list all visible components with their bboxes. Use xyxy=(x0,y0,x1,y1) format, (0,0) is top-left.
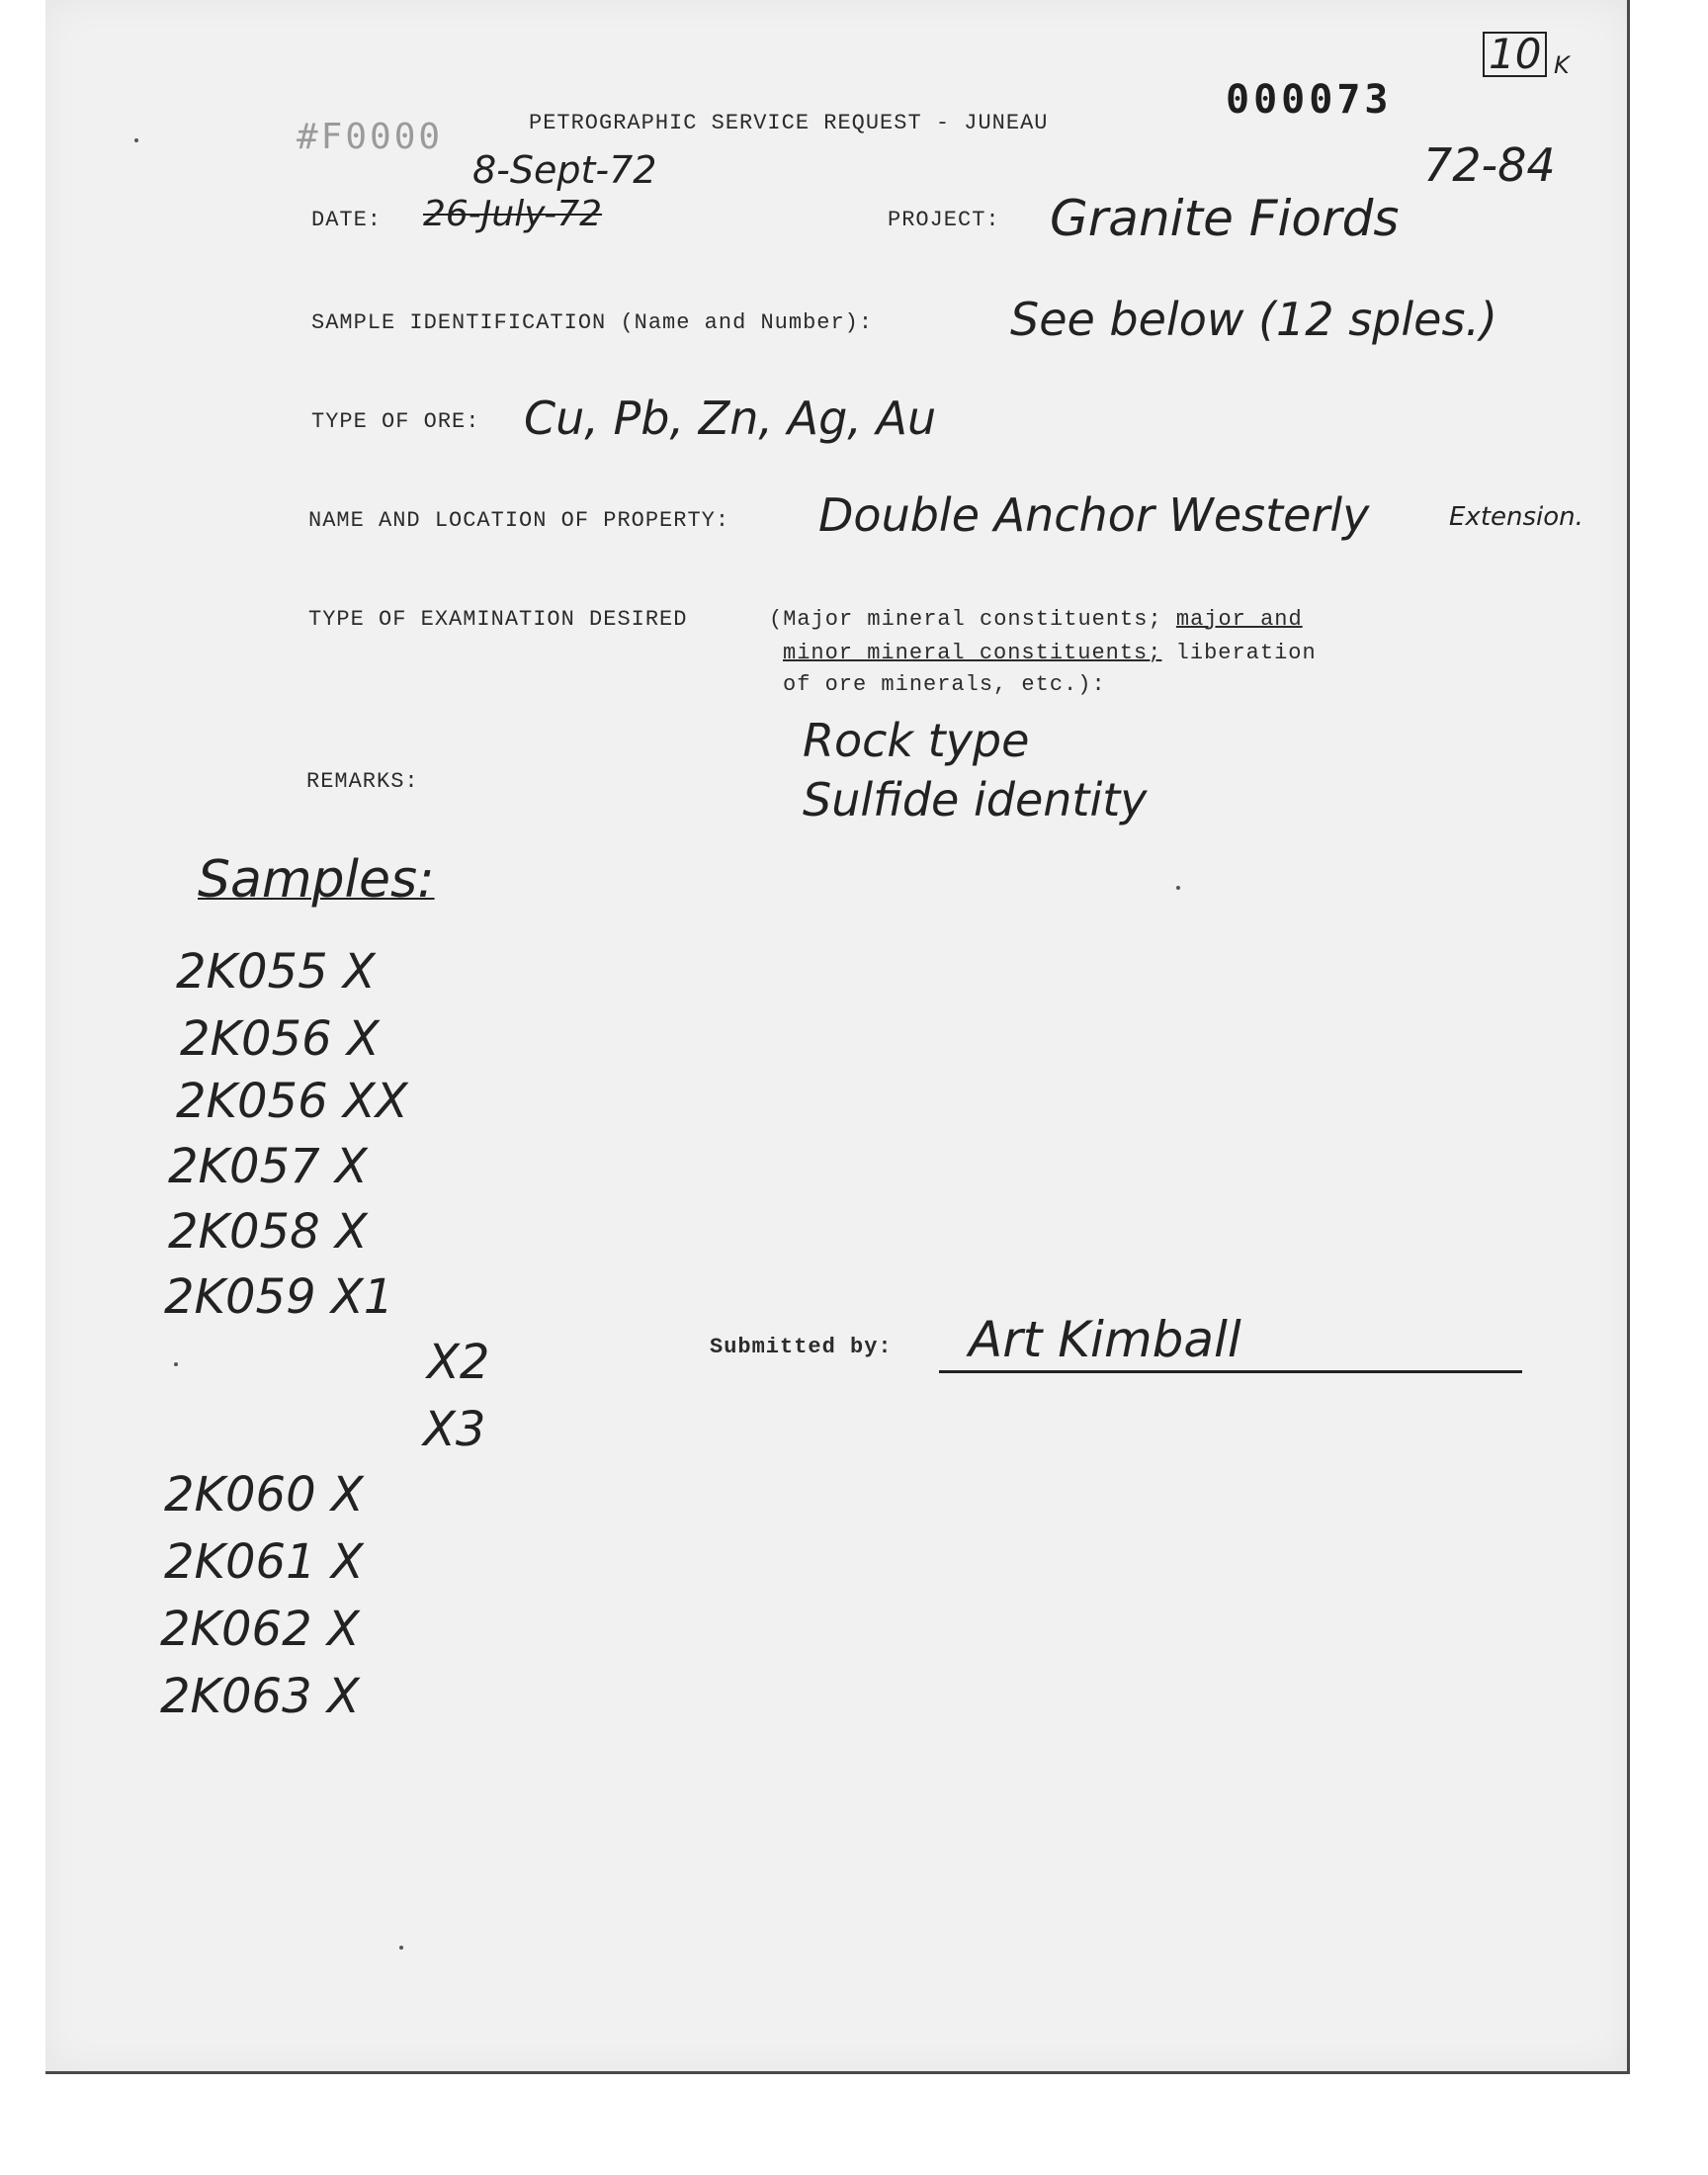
sample-item: 2K056 X xyxy=(180,1011,380,1067)
samples-heading: Samples: xyxy=(198,850,435,910)
submitted-by-label: Submitted by: xyxy=(710,1335,893,1359)
remarks-label: REMARKS: xyxy=(306,769,419,794)
sample-item: 2K057 X xyxy=(168,1139,368,1194)
signature-line xyxy=(939,1370,1522,1373)
paper-speck xyxy=(399,1946,403,1950)
sample-item: X2 xyxy=(427,1335,490,1390)
examination-options-line2: minor mineral constituents; liberation xyxy=(783,641,1317,665)
date-handwritten-new: 8-Sept-72 xyxy=(472,148,657,192)
property-label: NAME AND LOCATION OF PROPERTY: xyxy=(308,508,730,533)
faded-stamp: #F0000 xyxy=(297,117,444,157)
sample-item: 2K063 X xyxy=(160,1669,360,1724)
serial-number-stamp: 000073 xyxy=(1226,77,1393,123)
sample-item: 2K061 X xyxy=(164,1534,364,1590)
sample-item: 2K060 X xyxy=(164,1467,364,1522)
sample-item: 2K056 XX xyxy=(176,1074,408,1129)
ore-type-value: Cu, Pb, Zn, Ag, Au xyxy=(524,392,937,445)
date-handwritten-crossed: 26-July-72 xyxy=(423,194,603,234)
examination-options-line1: (Major mineral constituents; major and xyxy=(769,607,1303,632)
project-label: PROJECT: xyxy=(888,208,1000,232)
examination-label: TYPE OF EXAMINATION DESIRED xyxy=(308,607,688,632)
property-value: Double Anchor Westerly xyxy=(818,488,1370,542)
reference-number: 72-84 xyxy=(1423,138,1556,192)
corner-box-number: 10 xyxy=(1483,30,1547,78)
date-label: DATE: xyxy=(311,208,383,232)
form-title: PETROGRAPHIC SERVICE REQUEST - JUNEAU xyxy=(529,111,1049,135)
property-value-extension: Extension. xyxy=(1449,502,1583,532)
sample-item: 2K055 X xyxy=(176,944,376,1000)
examination-value-rock-type: Rock type xyxy=(803,714,1030,767)
sample-item: X3 xyxy=(423,1402,486,1457)
sample-item: 2K059 X1 xyxy=(164,1269,394,1325)
project-value: Granite Fiords xyxy=(1050,190,1400,247)
sample-identification-value: See below (12 sples.) xyxy=(1010,293,1497,346)
corner-letter: K xyxy=(1554,51,1570,79)
paper-speck xyxy=(174,1362,178,1366)
sample-item: 2K062 X xyxy=(160,1602,360,1657)
sample-item: 2K058 X xyxy=(168,1204,368,1260)
paper-speck xyxy=(1176,886,1180,890)
submitted-by-name: Art Kimball xyxy=(969,1311,1241,1368)
ore-type-label: TYPE OF ORE: xyxy=(311,409,480,434)
paper-speck xyxy=(134,138,138,142)
examination-options-line3: of ore minerals, etc.): xyxy=(783,672,1106,697)
sample-identification-label: SAMPLE IDENTIFICATION (Name and Number): xyxy=(311,310,874,335)
examination-value-sulfide: Sulfide identity xyxy=(803,773,1148,826)
